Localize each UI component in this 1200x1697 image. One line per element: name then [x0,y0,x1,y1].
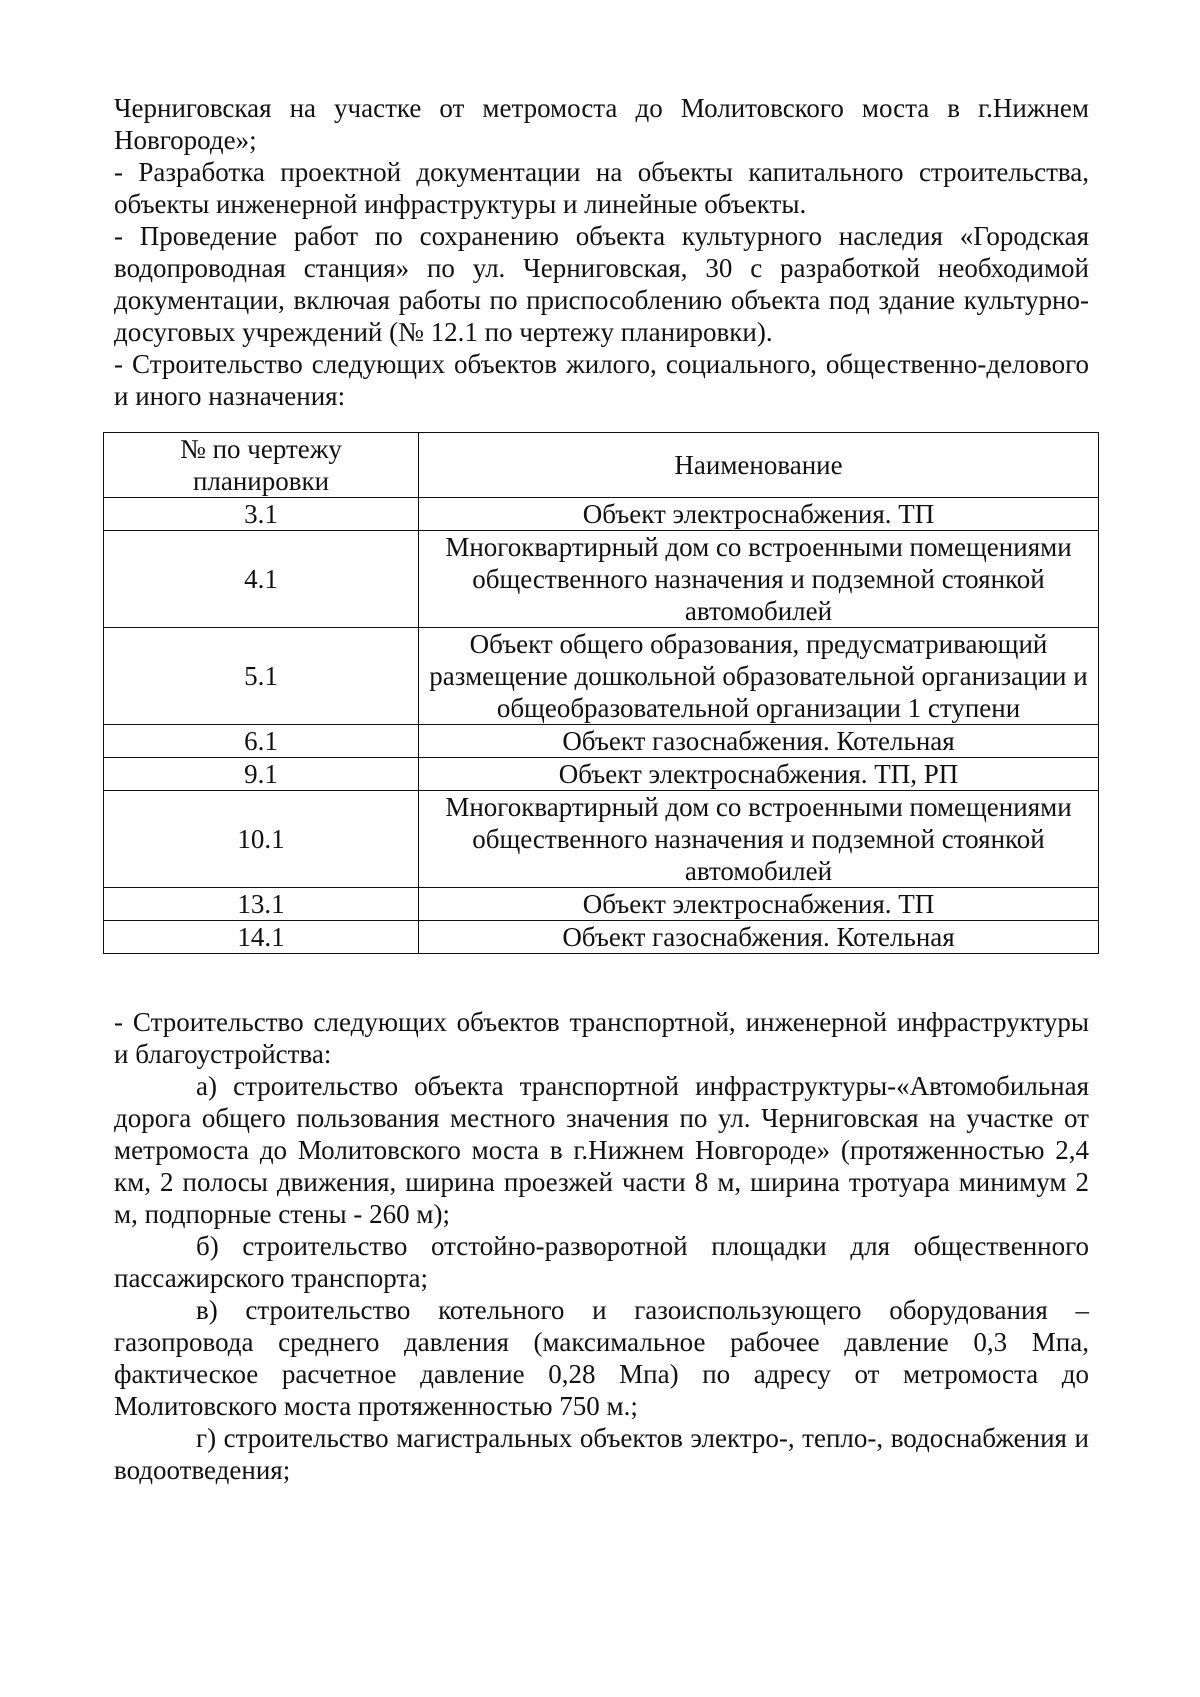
table-cell-number: 4.1 [104,531,419,628]
intro-paragraph-design-docs: - Разработка проектной документации на объекты капитального строительства, объекты инженерной инфраструктуры и линейные объекты. [114,157,1089,219]
objects-table [103,432,1099,954]
table-row [104,791,1099,888]
table-cell-number: 3.1 [104,498,419,531]
infrastructure-item-a: а) строительство объекта транспортной инфраструктуры-«Автомобильная дорога общего пользования местного значения по ул. Черниговская на участке от метромоста до Молитовского моста в г.Нижнем Новгороде» (протяженностью 2,4 км, 2 полосы движения, ширина проезжей части 8 м, ширина тротуара минимум 2 м, подпорные стены - 260 м); [114,1071,1089,1229]
table-header-name: Наименование [419,433,1099,498]
infrastructure-item-d: г) строительство магистральных объектов электро-, тепло-, водоснабжения и водоотведения; [114,1423,1089,1485]
document-page [114,92,1089,1486]
table-row [104,725,1099,758]
table-cell-name: Объект газоснабжения. Котельная [419,725,1099,758]
table-row [104,758,1099,791]
table-cell-name: Объект газоснабжения. Котельная [419,921,1099,954]
table-cell-name: Объект электроснабжения. ТП [419,498,1099,531]
intro-paragraph-construction-lead: - Строительство следующих объектов жилого, социального, общественно-делового и иного назначения: [114,349,1089,411]
table-header-row [104,433,1099,498]
table-cell-number: 5.1 [104,628,419,725]
table-row [104,498,1099,531]
infrastructure-section [114,1006,1089,1486]
table-cell-name: Объект общего образования, предусматривающий размещение дошкольной образовательной организации и общеобразовательной организации 1 ступени [419,628,1099,725]
intro-paragraph-heritage-works: - Проведение работ по сохранению объекта культурного наследия «Городская водопроводная станция» по ул. Черниговская, 30 с разработкой необходимой документации, включая работы по приспособлению объекта под здание культурно-досуговых учреждений (№ 12.1 по чертежу планировки). [114,221,1089,347]
table-cell-number: 14.1 [104,921,419,954]
table-row [104,921,1099,954]
table-cell-name: Многоквартирный дом со встроенными помещениями общественного назначения и подземной стоянкой автомобилей [419,791,1099,888]
table-cell-number: 9.1 [104,758,419,791]
table-cell-name: Объект электроснабжения. ТП [419,888,1099,921]
infrastructure-item-c: в) строительство котельного и газоиспользующего оборудования – газопровода среднего давления (максимальное рабочее давление 0,3 Мпа, фактическое расчетное давление 0,28 Мпа) по адресу от метромоста до Молитовского моста протяженностью 750 м.; [114,1295,1089,1421]
table-row [104,628,1099,725]
table-row [104,888,1099,921]
infrastructure-lead-paragraph: - Строительство следующих объектов транспортной, инженерной инфраструктуры и благоустройства: [114,1007,1089,1069]
infrastructure-item-b: б) строительство отстойно-разворотной площадки для общественного пассажирского транспорта; [114,1231,1089,1293]
objects-table-wrapper [103,432,1099,954]
table-cell-number: 10.1 [104,791,419,888]
table-cell-name: Многоквартирный дом со встроенными помещениями общественного назначения и подземной стоянкой автомобилей [419,531,1099,628]
table-header-number: № по чертежу планировки [104,433,419,498]
intro-paragraph-continuation: Черниговская на участке от метромоста до Молитовского моста в г.Нижнем Новгороде»; [114,93,1089,155]
table-cell-number: 13.1 [104,888,419,921]
table-cell-name: Объект электроснабжения. ТП, РП [419,758,1099,791]
table-cell-number: 6.1 [104,725,419,758]
table-row [104,531,1099,628]
